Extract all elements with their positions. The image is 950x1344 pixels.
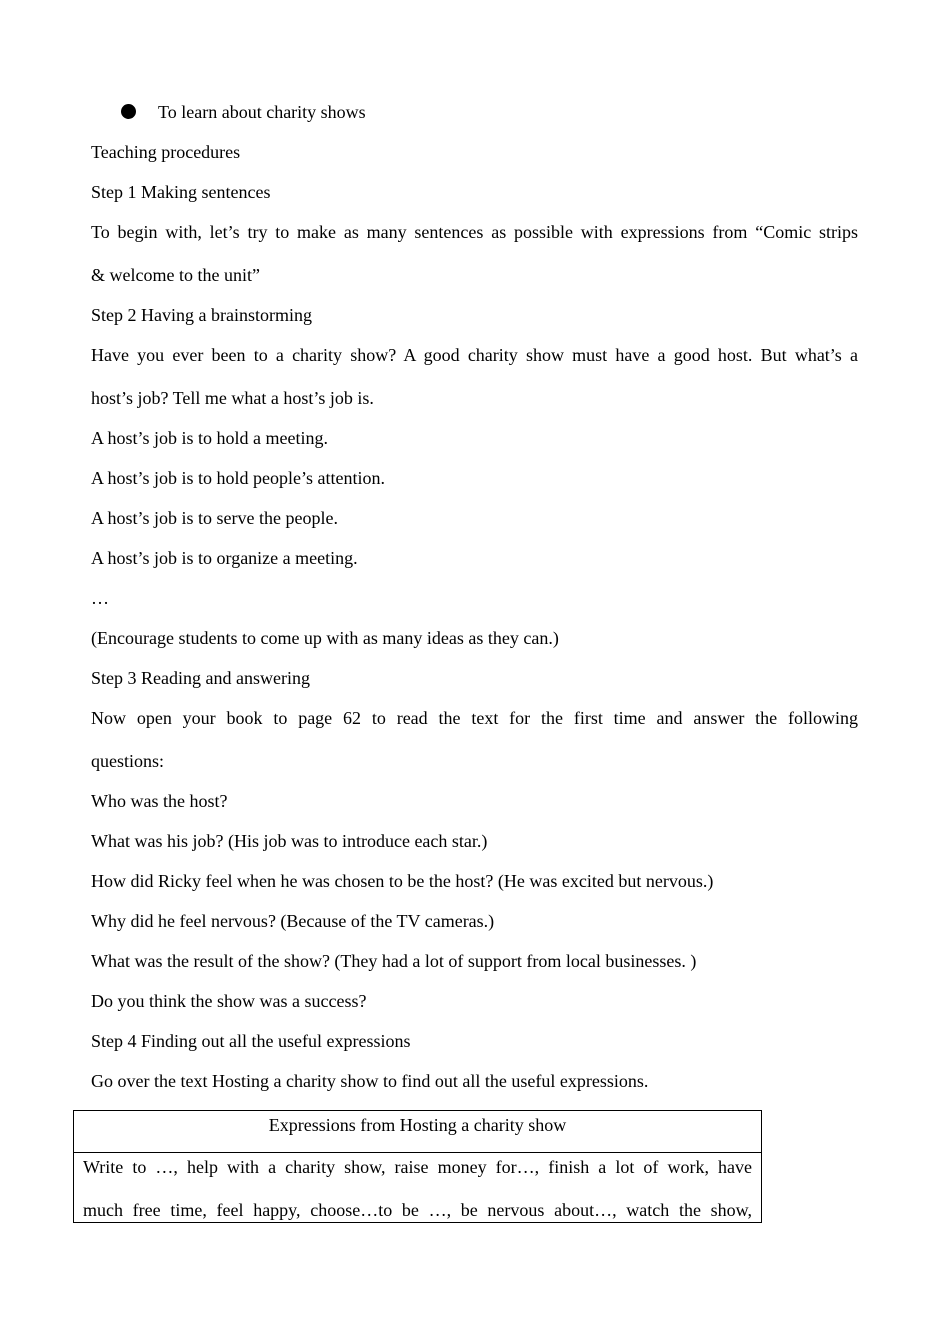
paragraph-line: questions: [91,751,165,771]
example-sentence: A host’s job is to organize a meeting. [91,548,358,568]
bullet-item-text: To learn about charity shows [158,102,366,122]
question-line: How did Ricky feel when he was chosen to be the host? (He was excited but nervous.) [91,871,714,891]
paragraph-line: & welcome to the unit” [91,265,260,285]
table-header-text: Expressions from Hosting a charity show [268,1115,567,1135]
expressions-table [73,1110,762,1223]
step-heading: Step 1 Making sentences [91,182,271,202]
question-line: Who was the host? [91,791,228,811]
paragraph-line: Go over the text Hosting a charity show to find out all the useful expressions. [91,1071,649,1091]
example-sentence: A host’s job is to hold a meeting. [91,428,328,448]
table-body-line: Write to …, help with a charity show, raise money for…, finish a lot of work, have [83,1157,752,1177]
step-heading: Step 4 Finding out all the useful expressions [91,1031,411,1051]
example-sentence: A host’s job is to hold people’s attention. [91,468,385,488]
section-heading: Teaching procedures [91,142,241,162]
question-line: What was his job? (His job was to introduce each star.) [91,831,488,851]
ellipsis-line: … [91,588,109,608]
paragraph-line: Now open your book to page 62 to read the text for the first time and answer the following [91,708,858,728]
teacher-note: (Encourage students to come up with as many ideas as they can.) [91,628,559,648]
question-line: What was the result of the show? (They had a lot of support from local businesses. ) [91,951,697,971]
paragraph-line: host’s job? Tell me what a host’s job is. [91,388,374,408]
table-body-line: much free time, feel happy, choose…to be …, be nervous about…, watch the show, [83,1200,752,1220]
step-heading: Step 2 Having a brainstorming [91,305,312,325]
table-header-cell [74,1111,761,1153]
bullet-dot-icon [121,104,136,119]
paragraph-line: To begin with, let’s try to make as many sentences as possible with expressions from “Comic strips [91,222,858,242]
example-sentence: A host’s job is to serve the people. [91,508,338,528]
question-line: Why did he feel nervous? (Because of the TV cameras.) [91,911,495,931]
step-heading: Step 3 Reading and answering [91,668,310,688]
paragraph-line: Have you ever been to a charity show? A good charity show must have a good host. But what’s a [91,345,858,365]
question-line: Do you think the show was a success? [91,991,367,1011]
